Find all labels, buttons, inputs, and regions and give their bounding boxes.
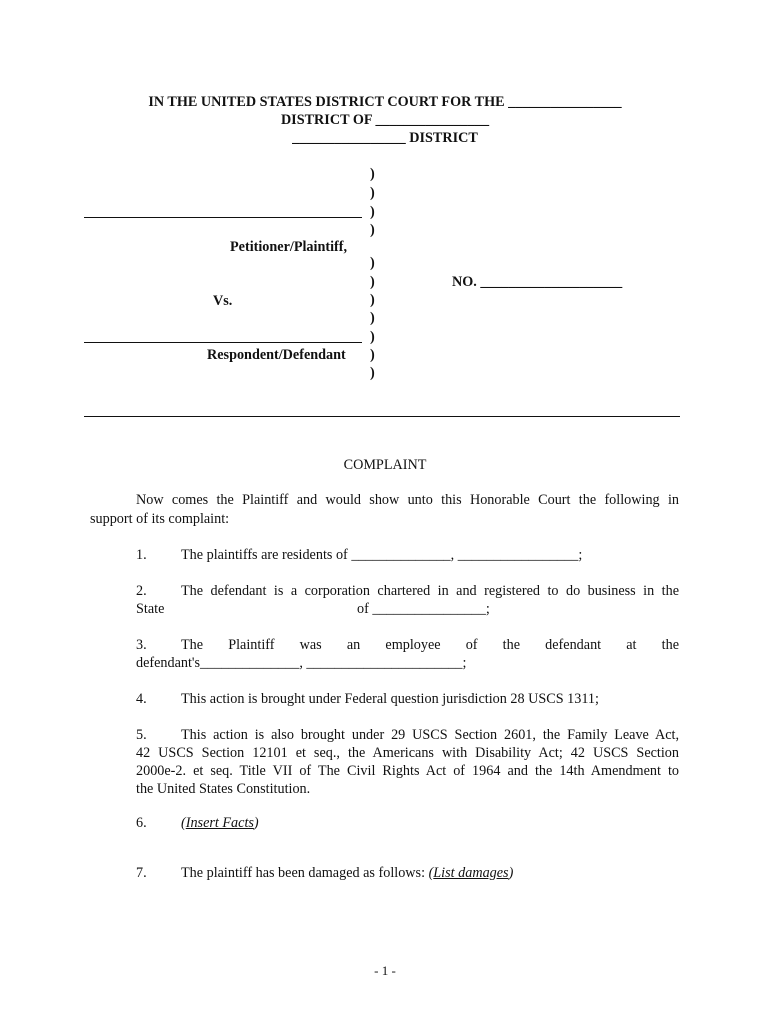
caption-paren: ) bbox=[370, 365, 375, 381]
defendant-name-line bbox=[84, 342, 362, 343]
item-7-close-paren: ) bbox=[508, 865, 514, 881]
caption-paren: ) bbox=[370, 185, 375, 201]
item-6-text bbox=[181, 815, 259, 832]
court-header-line-2: DISTRICT OF ________________ bbox=[280, 112, 490, 128]
respondent-label: Respondent/Defendant bbox=[207, 347, 346, 363]
document-title: COMPLAINT bbox=[343, 457, 427, 473]
caption-paren: ) bbox=[370, 166, 375, 182]
list-damages-placeholder[interactable]: List damages bbox=[433, 865, 509, 881]
page-number: - 1 - bbox=[374, 963, 396, 978]
insert-facts-placeholder[interactable]: Insert Facts bbox=[185, 815, 254, 831]
court-header-line-3: ________________ DISTRICT bbox=[292, 130, 478, 146]
caption-paren: ) bbox=[370, 204, 375, 220]
item-6-close-paren: ) bbox=[253, 815, 259, 831]
caption-paren: ) bbox=[370, 222, 375, 238]
case-number-field: NO. ____________________ bbox=[452, 274, 623, 290]
caption-divider bbox=[84, 416, 680, 417]
item-2-state-label: State bbox=[136, 601, 165, 617]
caption-paren: ) bbox=[370, 347, 375, 363]
item-1-text: The plaintiffs are residents of ______________, _________________; bbox=[181, 547, 583, 563]
item-5-line-1: This action is also brought under 29 USCS Section 2601, the Family Leave Act, bbox=[181, 727, 679, 743]
item-3-line-2: defendant's______________, ______________________; bbox=[136, 655, 467, 671]
item-2-line-1: The defendant is a corporation chartered in and registered to do business in the bbox=[181, 583, 679, 599]
vs-label: Vs. bbox=[213, 293, 233, 309]
item-2-line-2: of ________________; bbox=[357, 601, 490, 617]
item-number: 4. bbox=[136, 691, 147, 707]
item-5-line-2: 42 USCS Section 12101 et seq., the Americans with Disability Act; 42 USCS Section bbox=[136, 745, 679, 761]
item-7-open-paren: ( bbox=[428, 865, 434, 881]
petitioner-label: Petitioner/Plaintiff, bbox=[230, 239, 348, 255]
intro-line-1: Now comes the Plaintiff and would show unto this Honorable Court the following in bbox=[136, 492, 679, 508]
item-4-text: This action is brought under Federal question jurisdiction 28 USCS 1311; bbox=[181, 691, 599, 707]
item-3-line-1: The Plaintiff was an employee of the defendant at the bbox=[181, 637, 679, 653]
caption-paren: ) bbox=[370, 329, 375, 345]
item-6-open-paren: ( bbox=[181, 815, 186, 831]
plaintiff-name-line bbox=[84, 217, 362, 218]
item-5-line-4: the United States Constitution. bbox=[136, 781, 311, 797]
item-number: 6. bbox=[136, 815, 147, 831]
item-number: 5. bbox=[136, 727, 147, 743]
caption-paren: ) bbox=[370, 255, 375, 271]
item-number: 7. bbox=[136, 865, 147, 881]
court-header-line-1: IN THE UNITED STATES DISTRICT COURT FOR THE ________________ bbox=[148, 94, 622, 110]
caption-paren: ) bbox=[370, 310, 375, 326]
caption-paren: ) bbox=[370, 274, 375, 290]
item-number: 1. bbox=[136, 547, 147, 563]
item-number: 2. bbox=[136, 583, 147, 599]
item-7-label: The plaintiff has been damaged as follows: bbox=[181, 865, 429, 881]
item-5-line-3: 2000e-2. et seq. Title VII of The Civil Rights Act of 1964 and the 14th Amendment to bbox=[136, 763, 679, 779]
item-number: 3. bbox=[136, 637, 147, 653]
intro-line-2: support of its complaint: bbox=[90, 511, 230, 527]
item-7-text bbox=[181, 865, 513, 882]
caption-paren: ) bbox=[370, 292, 375, 308]
